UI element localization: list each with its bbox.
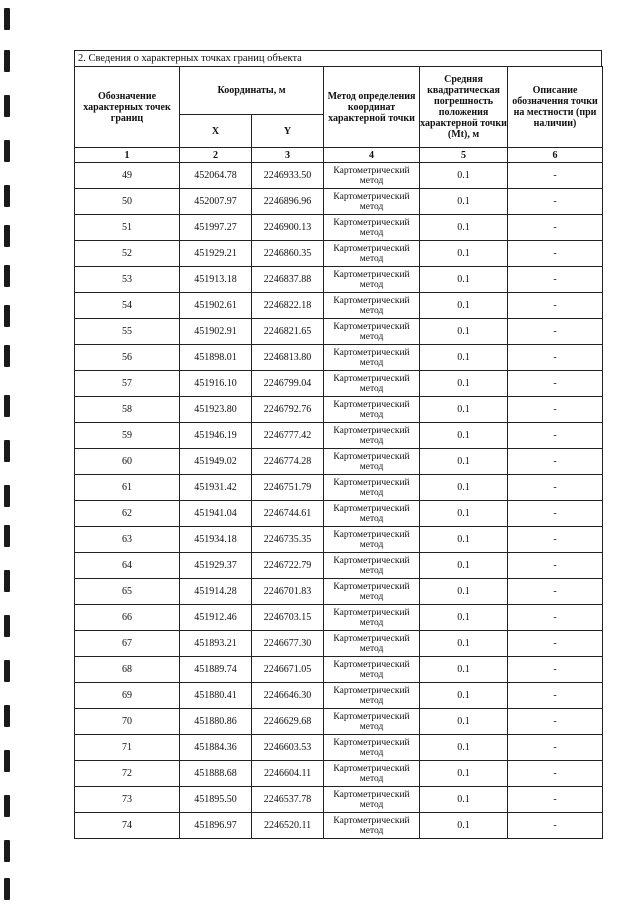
y-coordinate-cell: 2246777.42 xyxy=(252,423,324,449)
table-row xyxy=(75,735,603,761)
header-designation: Обозначение характерных точек границ xyxy=(75,67,180,148)
method-cell: Картометрический метод xyxy=(324,631,420,657)
method-cell: Картометрический метод xyxy=(324,319,420,345)
point-number-cell: 63 xyxy=(75,527,180,553)
table-row xyxy=(75,267,603,293)
error-cell: 0.1 xyxy=(420,475,508,501)
error-cell: 0.1 xyxy=(420,189,508,215)
point-number-cell: 67 xyxy=(75,631,180,657)
method-cell: Картометрический метод xyxy=(324,657,420,683)
table-row xyxy=(75,319,603,345)
table-row xyxy=(75,475,603,501)
point-number-cell: 49 xyxy=(75,163,180,189)
description-cell: - xyxy=(508,345,603,371)
error-cell: 0.1 xyxy=(420,527,508,553)
y-coordinate-cell: 2246537.78 xyxy=(252,787,324,813)
document-page xyxy=(74,50,602,839)
method-cell: Картометрический метод xyxy=(324,449,420,475)
column-number: 4 xyxy=(324,148,420,163)
error-cell: 0.1 xyxy=(420,319,508,345)
point-number-cell: 73 xyxy=(75,787,180,813)
method-cell: Картометрический метод xyxy=(324,189,420,215)
y-coordinate-cell: 2246646.30 xyxy=(252,683,324,709)
point-number-cell: 52 xyxy=(75,241,180,267)
error-cell: 0.1 xyxy=(420,683,508,709)
x-coordinate-cell: 451941.04 xyxy=(180,501,252,527)
x-coordinate-cell: 451916.10 xyxy=(180,371,252,397)
error-cell: 0.1 xyxy=(420,631,508,657)
point-number-cell: 66 xyxy=(75,605,180,631)
x-coordinate-cell: 452007.97 xyxy=(180,189,252,215)
error-cell: 0.1 xyxy=(420,657,508,683)
description-cell: - xyxy=(508,761,603,787)
y-coordinate-cell: 2246822.18 xyxy=(252,293,324,319)
header-y: Y xyxy=(252,115,324,148)
table-row xyxy=(75,553,603,579)
x-coordinate-cell: 451923.80 xyxy=(180,397,252,423)
description-cell: - xyxy=(508,189,603,215)
table-row xyxy=(75,631,603,657)
description-cell: - xyxy=(508,579,603,605)
point-number-cell: 70 xyxy=(75,709,180,735)
method-cell: Картометрический метод xyxy=(324,553,420,579)
y-coordinate-cell: 2246735.35 xyxy=(252,527,324,553)
method-cell: Картометрический метод xyxy=(324,709,420,735)
method-cell: Картометрический метод xyxy=(324,761,420,787)
x-coordinate-cell: 451895.50 xyxy=(180,787,252,813)
x-coordinate-cell: 451902.91 xyxy=(180,319,252,345)
description-cell: - xyxy=(508,735,603,761)
point-number-cell: 51 xyxy=(75,215,180,241)
table-row xyxy=(75,241,603,267)
point-number-cell: 59 xyxy=(75,423,180,449)
description-cell: - xyxy=(508,241,603,267)
table-row xyxy=(75,293,603,319)
y-coordinate-cell: 2246813.80 xyxy=(252,345,324,371)
y-coordinate-cell: 2246701.83 xyxy=(252,579,324,605)
y-coordinate-cell: 2246751.79 xyxy=(252,475,324,501)
point-number-cell: 58 xyxy=(75,397,180,423)
point-number-cell: 60 xyxy=(75,449,180,475)
x-coordinate-cell: 451914.28 xyxy=(180,579,252,605)
y-coordinate-cell: 2246703.15 xyxy=(252,605,324,631)
header-error: Средняя квадратическая погрешность положения характерной точки (Mt), м xyxy=(420,67,508,148)
description-cell: - xyxy=(508,709,603,735)
description-cell: - xyxy=(508,423,603,449)
point-number-cell: 65 xyxy=(75,579,180,605)
error-cell: 0.1 xyxy=(420,241,508,267)
x-coordinate-cell: 451880.86 xyxy=(180,709,252,735)
point-number-cell: 55 xyxy=(75,319,180,345)
section-title: 2. Сведения о характерных точках границ объекта xyxy=(74,50,602,66)
point-number-cell: 71 xyxy=(75,735,180,761)
description-cell: - xyxy=(508,605,603,631)
point-number-cell: 56 xyxy=(75,345,180,371)
table-row xyxy=(75,787,603,813)
x-coordinate-cell: 452064.78 xyxy=(180,163,252,189)
table-row xyxy=(75,371,603,397)
point-number-cell: 54 xyxy=(75,293,180,319)
method-cell: Картометрический метод xyxy=(324,215,420,241)
y-coordinate-cell: 2246799.04 xyxy=(252,371,324,397)
error-cell: 0.1 xyxy=(420,813,508,839)
y-coordinate-cell: 2246933.50 xyxy=(252,163,324,189)
description-cell: - xyxy=(508,397,603,423)
y-coordinate-cell: 2246520.11 xyxy=(252,813,324,839)
y-coordinate-cell: 2246900.13 xyxy=(252,215,324,241)
column-number: 3 xyxy=(252,148,324,163)
method-cell: Картометрический метод xyxy=(324,735,420,761)
method-cell: Картометрический метод xyxy=(324,293,420,319)
description-cell: - xyxy=(508,683,603,709)
error-cell: 0.1 xyxy=(420,345,508,371)
y-coordinate-cell: 2246722.79 xyxy=(252,553,324,579)
error-cell: 0.1 xyxy=(420,267,508,293)
description-cell: - xyxy=(508,631,603,657)
table-row xyxy=(75,345,603,371)
description-cell: - xyxy=(508,813,603,839)
method-cell: Картометрический метод xyxy=(324,527,420,553)
point-number-cell: 53 xyxy=(75,267,180,293)
header-coordinates: Координаты, м xyxy=(180,67,324,115)
x-coordinate-cell: 451889.74 xyxy=(180,657,252,683)
y-coordinate-cell: 2246629.68 xyxy=(252,709,324,735)
table-row xyxy=(75,527,603,553)
description-cell: - xyxy=(508,553,603,579)
column-number: 6 xyxy=(508,148,603,163)
error-cell: 0.1 xyxy=(420,553,508,579)
table-row xyxy=(75,423,603,449)
x-coordinate-cell: 451912.46 xyxy=(180,605,252,631)
error-cell: 0.1 xyxy=(420,371,508,397)
description-cell: - xyxy=(508,527,603,553)
method-cell: Картометрический метод xyxy=(324,423,420,449)
method-cell: Картометрический метод xyxy=(324,397,420,423)
method-cell: Картометрический метод xyxy=(324,501,420,527)
description-cell: - xyxy=(508,449,603,475)
error-cell: 0.1 xyxy=(420,787,508,813)
table-row xyxy=(75,761,603,787)
table-row xyxy=(75,657,603,683)
table-row xyxy=(75,501,603,527)
x-coordinate-cell: 451949.02 xyxy=(180,449,252,475)
point-number-cell: 69 xyxy=(75,683,180,709)
header-method: Метод определения координат характерной точки xyxy=(324,67,420,148)
x-coordinate-cell: 451888.68 xyxy=(180,761,252,787)
method-cell: Картометрический метод xyxy=(324,475,420,501)
method-cell: Картометрический метод xyxy=(324,787,420,813)
boundary-points-table xyxy=(74,66,603,839)
column-number: 2 xyxy=(180,148,252,163)
method-cell: Картометрический метод xyxy=(324,579,420,605)
header-description: Описание обозначения точки на местности (при наличии) xyxy=(508,67,603,148)
method-cell: Картометрический метод xyxy=(324,267,420,293)
y-coordinate-cell: 2246821.65 xyxy=(252,319,324,345)
error-cell: 0.1 xyxy=(420,735,508,761)
y-coordinate-cell: 2246744.61 xyxy=(252,501,324,527)
y-coordinate-cell: 2246792.76 xyxy=(252,397,324,423)
method-cell: Картометрический метод xyxy=(324,241,420,267)
description-cell: - xyxy=(508,501,603,527)
point-number-cell: 74 xyxy=(75,813,180,839)
description-cell: - xyxy=(508,657,603,683)
table-row xyxy=(75,813,603,839)
y-coordinate-cell: 2246677.30 xyxy=(252,631,324,657)
x-coordinate-cell: 451934.18 xyxy=(180,527,252,553)
x-coordinate-cell: 451880.41 xyxy=(180,683,252,709)
x-coordinate-cell: 451929.21 xyxy=(180,241,252,267)
error-cell: 0.1 xyxy=(420,397,508,423)
x-coordinate-cell: 451929.37 xyxy=(180,553,252,579)
method-cell: Картометрический метод xyxy=(324,683,420,709)
method-cell: Картометрический метод xyxy=(324,605,420,631)
error-cell: 0.1 xyxy=(420,709,508,735)
table-row xyxy=(75,605,603,631)
error-cell: 0.1 xyxy=(420,293,508,319)
x-coordinate-cell: 451884.36 xyxy=(180,735,252,761)
description-cell: - xyxy=(508,293,603,319)
table-row xyxy=(75,579,603,605)
binding-edge xyxy=(0,0,20,905)
x-coordinate-cell: 451902.61 xyxy=(180,293,252,319)
x-coordinate-cell: 451997.27 xyxy=(180,215,252,241)
y-coordinate-cell: 2246604.11 xyxy=(252,761,324,787)
table-row xyxy=(75,215,603,241)
description-cell: - xyxy=(508,319,603,345)
table-row xyxy=(75,189,603,215)
error-cell: 0.1 xyxy=(420,215,508,241)
point-number-cell: 57 xyxy=(75,371,180,397)
error-cell: 0.1 xyxy=(420,163,508,189)
x-coordinate-cell: 451896.97 xyxy=(180,813,252,839)
method-cell: Картометрический метод xyxy=(324,371,420,397)
description-cell: - xyxy=(508,215,603,241)
description-cell: - xyxy=(508,163,603,189)
column-numbers-row xyxy=(75,148,603,163)
table-row xyxy=(75,397,603,423)
y-coordinate-cell: 2246671.05 xyxy=(252,657,324,683)
description-cell: - xyxy=(508,475,603,501)
table-row xyxy=(75,709,603,735)
method-cell: Картометрический метод xyxy=(324,813,420,839)
error-cell: 0.1 xyxy=(420,449,508,475)
x-coordinate-cell: 451893.21 xyxy=(180,631,252,657)
point-number-cell: 68 xyxy=(75,657,180,683)
description-cell: - xyxy=(508,371,603,397)
error-cell: 0.1 xyxy=(420,605,508,631)
x-coordinate-cell: 451913.18 xyxy=(180,267,252,293)
point-number-cell: 72 xyxy=(75,761,180,787)
description-cell: - xyxy=(508,267,603,293)
y-coordinate-cell: 2246603.53 xyxy=(252,735,324,761)
method-cell: Картометрический метод xyxy=(324,345,420,371)
x-coordinate-cell: 451931.42 xyxy=(180,475,252,501)
error-cell: 0.1 xyxy=(420,761,508,787)
point-number-cell: 64 xyxy=(75,553,180,579)
description-cell: - xyxy=(508,787,603,813)
y-coordinate-cell: 2246837.88 xyxy=(252,267,324,293)
point-number-cell: 61 xyxy=(75,475,180,501)
header-x: X xyxy=(180,115,252,148)
point-number-cell: 50 xyxy=(75,189,180,215)
x-coordinate-cell: 451898.01 xyxy=(180,345,252,371)
y-coordinate-cell: 2246774.28 xyxy=(252,449,324,475)
error-cell: 0.1 xyxy=(420,501,508,527)
error-cell: 0.1 xyxy=(420,423,508,449)
table-row xyxy=(75,449,603,475)
error-cell: 0.1 xyxy=(420,579,508,605)
y-coordinate-cell: 2246896.96 xyxy=(252,189,324,215)
column-number: 5 xyxy=(420,148,508,163)
x-coordinate-cell: 451946.19 xyxy=(180,423,252,449)
table-row xyxy=(75,683,603,709)
point-number-cell: 62 xyxy=(75,501,180,527)
table-row xyxy=(75,163,603,189)
column-number: 1 xyxy=(75,148,180,163)
method-cell: Картометрический метод xyxy=(324,163,420,189)
y-coordinate-cell: 2246860.35 xyxy=(252,241,324,267)
